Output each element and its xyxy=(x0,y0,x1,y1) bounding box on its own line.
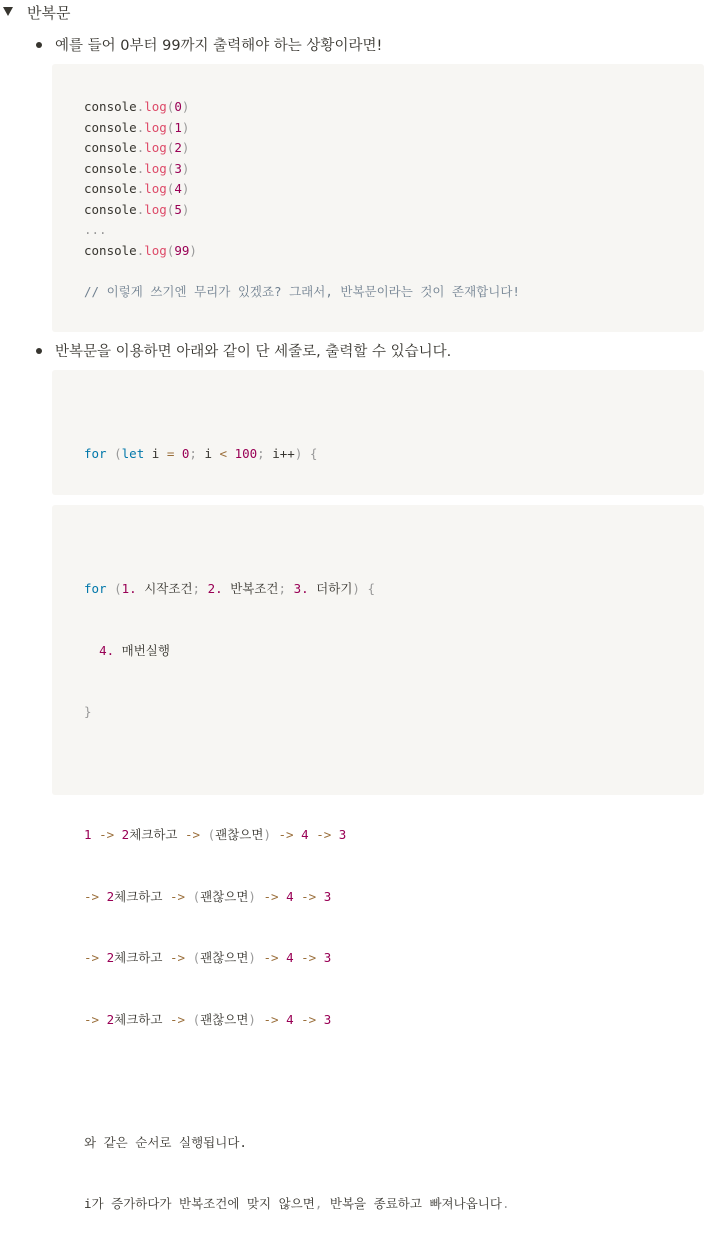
code-line xyxy=(84,159,520,180)
arrow: -> xyxy=(263,950,279,965)
dot: . xyxy=(136,181,145,196)
arrow: -> xyxy=(301,888,317,904)
paren: ) xyxy=(181,99,190,114)
flow-line: 1 -> 2체크하고 -> (괜찮으면) -> 4 -> 3 xyxy=(84,827,347,842)
paren: ( xyxy=(166,99,175,114)
number: 0 xyxy=(174,99,182,114)
operator: < xyxy=(219,446,228,461)
bullet-text: 예를 들어 0부터 99까지 출력해야 하는 상황이라면! xyxy=(55,38,383,54)
flow-number: 3 xyxy=(323,888,332,904)
flow-label: 괜찮으면 xyxy=(200,888,249,904)
code-block-loop-explanation[interactable] xyxy=(52,505,704,1211)
flow-label: 체크하고 xyxy=(129,827,178,842)
code-line xyxy=(84,702,509,723)
dot: . xyxy=(136,99,145,114)
step-number: 1. xyxy=(121,581,137,596)
keyword: let xyxy=(121,446,145,461)
object-name: console xyxy=(84,99,137,114)
dot: . xyxy=(136,160,145,176)
method-name: log xyxy=(144,201,167,217)
flow-label: 체크하고 xyxy=(114,950,163,965)
object-name: console xyxy=(84,181,137,196)
arrow: -> xyxy=(263,888,279,904)
step-number: 2. xyxy=(207,581,223,596)
number: 3 xyxy=(174,160,182,176)
paren: ) xyxy=(181,140,190,155)
note-punct: . xyxy=(501,1196,510,1211)
flow-number: 2 xyxy=(106,1011,115,1027)
paren: ( xyxy=(166,242,175,258)
method-name: log xyxy=(144,181,167,196)
code-line xyxy=(84,764,509,785)
code-content xyxy=(84,97,520,302)
paren: ) xyxy=(181,181,190,196)
code-line xyxy=(84,118,520,139)
paren: ( xyxy=(166,160,175,176)
step-label: 더하기 xyxy=(316,581,353,596)
object-name: console xyxy=(84,119,137,135)
number: 1 xyxy=(174,119,182,135)
arrow: -> xyxy=(169,888,186,904)
flow-number: 1 xyxy=(84,827,92,842)
code-line xyxy=(84,179,520,200)
method-name: log xyxy=(144,99,167,114)
code-line xyxy=(84,200,520,221)
toggle-title: 반복문 xyxy=(27,4,71,22)
code-content xyxy=(84,538,509,1256)
code-block-for-loop[interactable] xyxy=(52,370,704,495)
bullet-text: 반복문을 이용하면 아래와 같이 단 세줄로, 출력할 수 있습니다. xyxy=(55,344,452,360)
number: 5 xyxy=(174,201,182,217)
flow-number: 3 xyxy=(338,827,347,842)
flow-label: 괜찮으면 xyxy=(200,1011,249,1027)
code-line xyxy=(84,241,520,262)
note-text: 반복을 종료하고 빠져나옵니다 xyxy=(322,1196,502,1211)
code-block-console-log[interactable] xyxy=(52,64,704,332)
step-number: 3. xyxy=(293,581,309,596)
arrow: -> xyxy=(263,1011,279,1027)
method-name: log xyxy=(144,242,167,258)
paren: ( xyxy=(166,201,175,217)
flow-line: -> 2체크하고 -> (괜찮으면) -> 4 -> 3 xyxy=(84,1011,332,1027)
note-line xyxy=(84,1133,509,1154)
arrow: -> xyxy=(278,827,294,842)
blank-line xyxy=(84,261,520,282)
code-line xyxy=(84,138,520,159)
arrow: -> xyxy=(301,950,317,965)
object-name: console xyxy=(84,160,137,176)
step-number: 4. xyxy=(99,642,115,658)
variable: i xyxy=(204,446,212,461)
arrow: -> xyxy=(84,1011,100,1027)
flow-number: 3 xyxy=(323,950,332,965)
ellipsis-line: ... xyxy=(84,222,107,237)
paren: ) xyxy=(181,160,190,176)
paren: ( xyxy=(166,181,175,196)
arrow: -> xyxy=(169,1011,186,1027)
flow-number: 3 xyxy=(323,1011,332,1027)
step-label: 매번실행 xyxy=(121,642,170,658)
number: 4 xyxy=(174,181,182,196)
keyword: for xyxy=(84,446,107,461)
method-name: log xyxy=(144,119,167,135)
note-text: i가 증가하다가 반복조건에 맞지 않으면 xyxy=(84,1196,315,1211)
flow-number: 4 xyxy=(286,1011,294,1027)
flow-number: 2 xyxy=(106,888,115,904)
step-label: 반복조건 xyxy=(230,581,279,596)
dot: . xyxy=(136,242,145,258)
bullet-dot-icon xyxy=(36,348,42,354)
object-name: console xyxy=(84,201,137,217)
flow-label: 체크하고 xyxy=(114,888,163,904)
note-punct: , xyxy=(314,1196,323,1211)
object-name: console xyxy=(84,242,137,258)
flow-label: 괜찮으면 xyxy=(215,827,264,842)
triangle-down-icon[interactable] xyxy=(3,7,13,16)
arrow: -> xyxy=(301,1011,317,1027)
flow-number: 4 xyxy=(286,950,294,965)
flow-number: 2 xyxy=(106,950,115,965)
number: 100 xyxy=(234,446,258,461)
flow-number: 4 xyxy=(301,827,309,842)
operator: = xyxy=(166,446,175,461)
arrow: -> xyxy=(84,950,100,965)
step-label: 시작조건 xyxy=(144,581,193,596)
closing-brace: } xyxy=(84,704,92,719)
number: 0 xyxy=(181,446,190,461)
code-line xyxy=(84,97,520,118)
arrow: -> xyxy=(84,888,100,904)
variable: i xyxy=(151,446,160,461)
flow-label: 체크하고 xyxy=(114,1011,163,1027)
dot: . xyxy=(136,201,145,217)
paren: ) xyxy=(189,242,197,258)
dot: . xyxy=(136,119,145,135)
note-text: 와 같은 순서로 실행됩니다. xyxy=(84,1134,247,1150)
number: 2 xyxy=(174,140,182,155)
flow-number: 4 xyxy=(286,888,294,904)
flow-line: -> 2체크하고 -> (괜찮으면) -> 4 -> 3 xyxy=(84,888,332,904)
arrow: -> xyxy=(185,827,201,842)
flow-line: -> 2체크하고 -> (괜찮으면) -> 4 -> 3 xyxy=(84,950,332,965)
code-line xyxy=(84,1071,509,1092)
dot: . xyxy=(136,140,145,155)
arrow: -> xyxy=(316,827,332,842)
code-line xyxy=(84,641,509,662)
paren: ( xyxy=(166,119,175,135)
code-line: for (1. 시작조건; 2. 반복조건; 3. 더하기) { xyxy=(84,581,375,596)
method-name: log xyxy=(144,140,167,155)
note-line xyxy=(84,1194,509,1215)
paren: ( xyxy=(166,140,175,155)
keyword: for xyxy=(84,581,107,596)
paren: ) xyxy=(181,201,190,217)
method-name: log xyxy=(144,160,167,176)
number: 99 xyxy=(174,242,190,258)
flow-label: 괜찮으면 xyxy=(200,950,249,965)
paren: ) xyxy=(181,119,190,135)
flow-number: 2 xyxy=(121,827,130,842)
object-name: console xyxy=(84,140,137,155)
increment: i++ xyxy=(272,446,295,461)
arrow: -> xyxy=(99,827,115,842)
arrow: -> xyxy=(169,950,186,965)
code-comment: // 이렇게 쓰기엔 무리가 있겠죠? 그래서, 반복문이라는 것이 존재합니다! xyxy=(84,283,520,299)
code-line: for (let i = 0; i < 100; i++) { xyxy=(84,446,318,461)
bullet-dot-icon xyxy=(36,42,42,48)
